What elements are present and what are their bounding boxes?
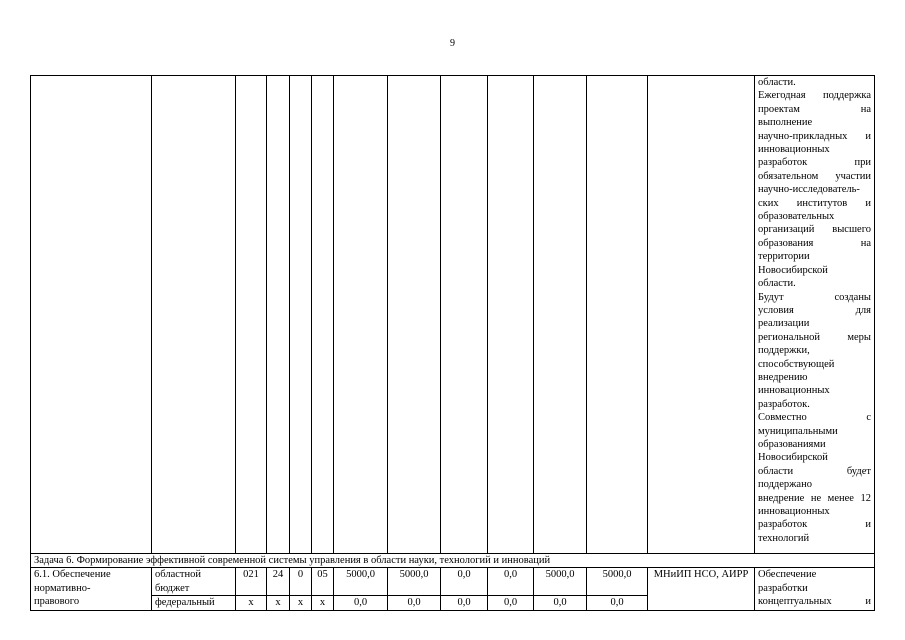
value-cell: 5000,0 — [388, 568, 441, 596]
result-line: организаций высшего — [758, 224, 871, 236]
measure-result-cell — [755, 568, 875, 610]
result-line: поддержки, — [758, 345, 810, 357]
result-line: обязательном участии — [758, 170, 871, 182]
code-cell: х — [290, 596, 312, 610]
value-cell: 0,0 — [441, 596, 488, 610]
code-cell: 021 — [236, 568, 267, 596]
result-line: внедрению — [758, 371, 808, 383]
code-cell: 24 — [267, 568, 290, 596]
executor-cell: МНиИП НСО, АИРР — [648, 568, 755, 610]
code-cell: х — [312, 596, 334, 610]
result-line: области будет — [758, 465, 871, 477]
result-line: Будут созданы — [758, 291, 871, 303]
result-line: муниципальными — [758, 425, 838, 437]
result-line: реализации — [758, 318, 810, 330]
result-line: образования на — [758, 237, 871, 249]
continuation-row — [31, 76, 875, 554]
cell-empty — [648, 76, 755, 554]
measure-name-line: нормативно- — [34, 582, 91, 594]
measure-name-cell — [31, 568, 152, 610]
cell-empty — [152, 76, 236, 554]
value-cell: 0,0 — [488, 568, 534, 596]
result-line: научно-прикладных и — [758, 130, 871, 142]
code-cell: х — [236, 596, 267, 610]
result-line: Новосибирской — [758, 452, 828, 464]
cell-empty — [441, 76, 488, 554]
value-cell: 5000,0 — [534, 568, 587, 596]
code-cell: 05 — [312, 568, 334, 596]
measure-name-line: 6.1. Обеспечение — [34, 569, 111, 581]
funding-source-line: бюджет — [155, 582, 190, 594]
result-line: разработок и — [758, 519, 871, 531]
cell-empty — [290, 76, 312, 554]
funding-source-line: федеральный — [155, 597, 215, 609]
cell-empty — [334, 76, 388, 554]
result-line: разработки — [758, 582, 808, 594]
task-header-row — [31, 554, 875, 568]
page-number: 9 — [450, 38, 455, 49]
expected-result-cell — [755, 76, 875, 554]
result-line: технологий — [758, 532, 810, 544]
value-cell: 5000,0 — [587, 568, 648, 596]
funding-source-cell — [152, 596, 236, 610]
cell-empty — [488, 76, 534, 554]
value-cell: 5000,0 — [334, 568, 388, 596]
program-measures-table — [30, 75, 875, 611]
value-cell: 0,0 — [587, 596, 648, 610]
result-line: Совместно с — [758, 412, 871, 424]
result-line: выполнение — [758, 117, 813, 129]
result-line: региональной меры — [758, 331, 871, 343]
result-line: инновационных — [758, 506, 830, 517]
cell-empty — [267, 76, 290, 554]
code-cell: х — [267, 596, 290, 610]
funding-source-line: областной — [155, 569, 201, 581]
cell-empty — [31, 76, 152, 554]
result-line: ских институтов и — [758, 197, 871, 209]
value-cell: 0,0 — [334, 596, 388, 610]
result-line: разработок при — [758, 157, 871, 169]
result-line: условия для — [758, 304, 871, 316]
result-line: внедрение не менее 12 — [758, 492, 871, 504]
result-line: Обеспечение — [758, 569, 817, 581]
cell-empty — [312, 76, 334, 554]
result-line: Ежегодная поддержка — [758, 90, 871, 102]
result-line: образовательных — [758, 211, 835, 223]
cell-empty — [388, 76, 441, 554]
cell-empty — [236, 76, 267, 554]
result-line: области. — [758, 278, 796, 290]
result-line: научно-исследователь- — [758, 184, 860, 196]
result-line: инновационных — [758, 144, 830, 156]
cell-empty — [534, 76, 587, 554]
result-line: поддержано — [758, 479, 812, 491]
cell-empty — [587, 76, 648, 554]
code-cell: 0 — [290, 568, 312, 596]
funding-source-cell — [152, 568, 236, 596]
value-cell: 0,0 — [388, 596, 441, 610]
result-line: разработок. — [758, 398, 810, 410]
result-line: Новосибирской — [758, 264, 828, 276]
value-cell: 0,0 — [534, 596, 587, 610]
value-cell: 0,0 — [441, 568, 488, 596]
result-line: инновационных — [758, 385, 830, 397]
result-line: проектам на — [758, 103, 871, 115]
result-line: концептуальных и — [758, 596, 871, 608]
result-line: образованиями — [758, 438, 826, 450]
result-line: территории — [758, 251, 810, 263]
result-line: способствующей — [758, 358, 835, 370]
measure-name-line: правового — [34, 596, 80, 608]
value-cell: 0,0 — [488, 596, 534, 610]
task-header: Задача 6. Формирование эффективной современной системы управления в области науки, технологий и инноваций — [31, 554, 875, 568]
measure-row — [31, 568, 875, 596]
result-line: области. — [758, 77, 796, 88]
